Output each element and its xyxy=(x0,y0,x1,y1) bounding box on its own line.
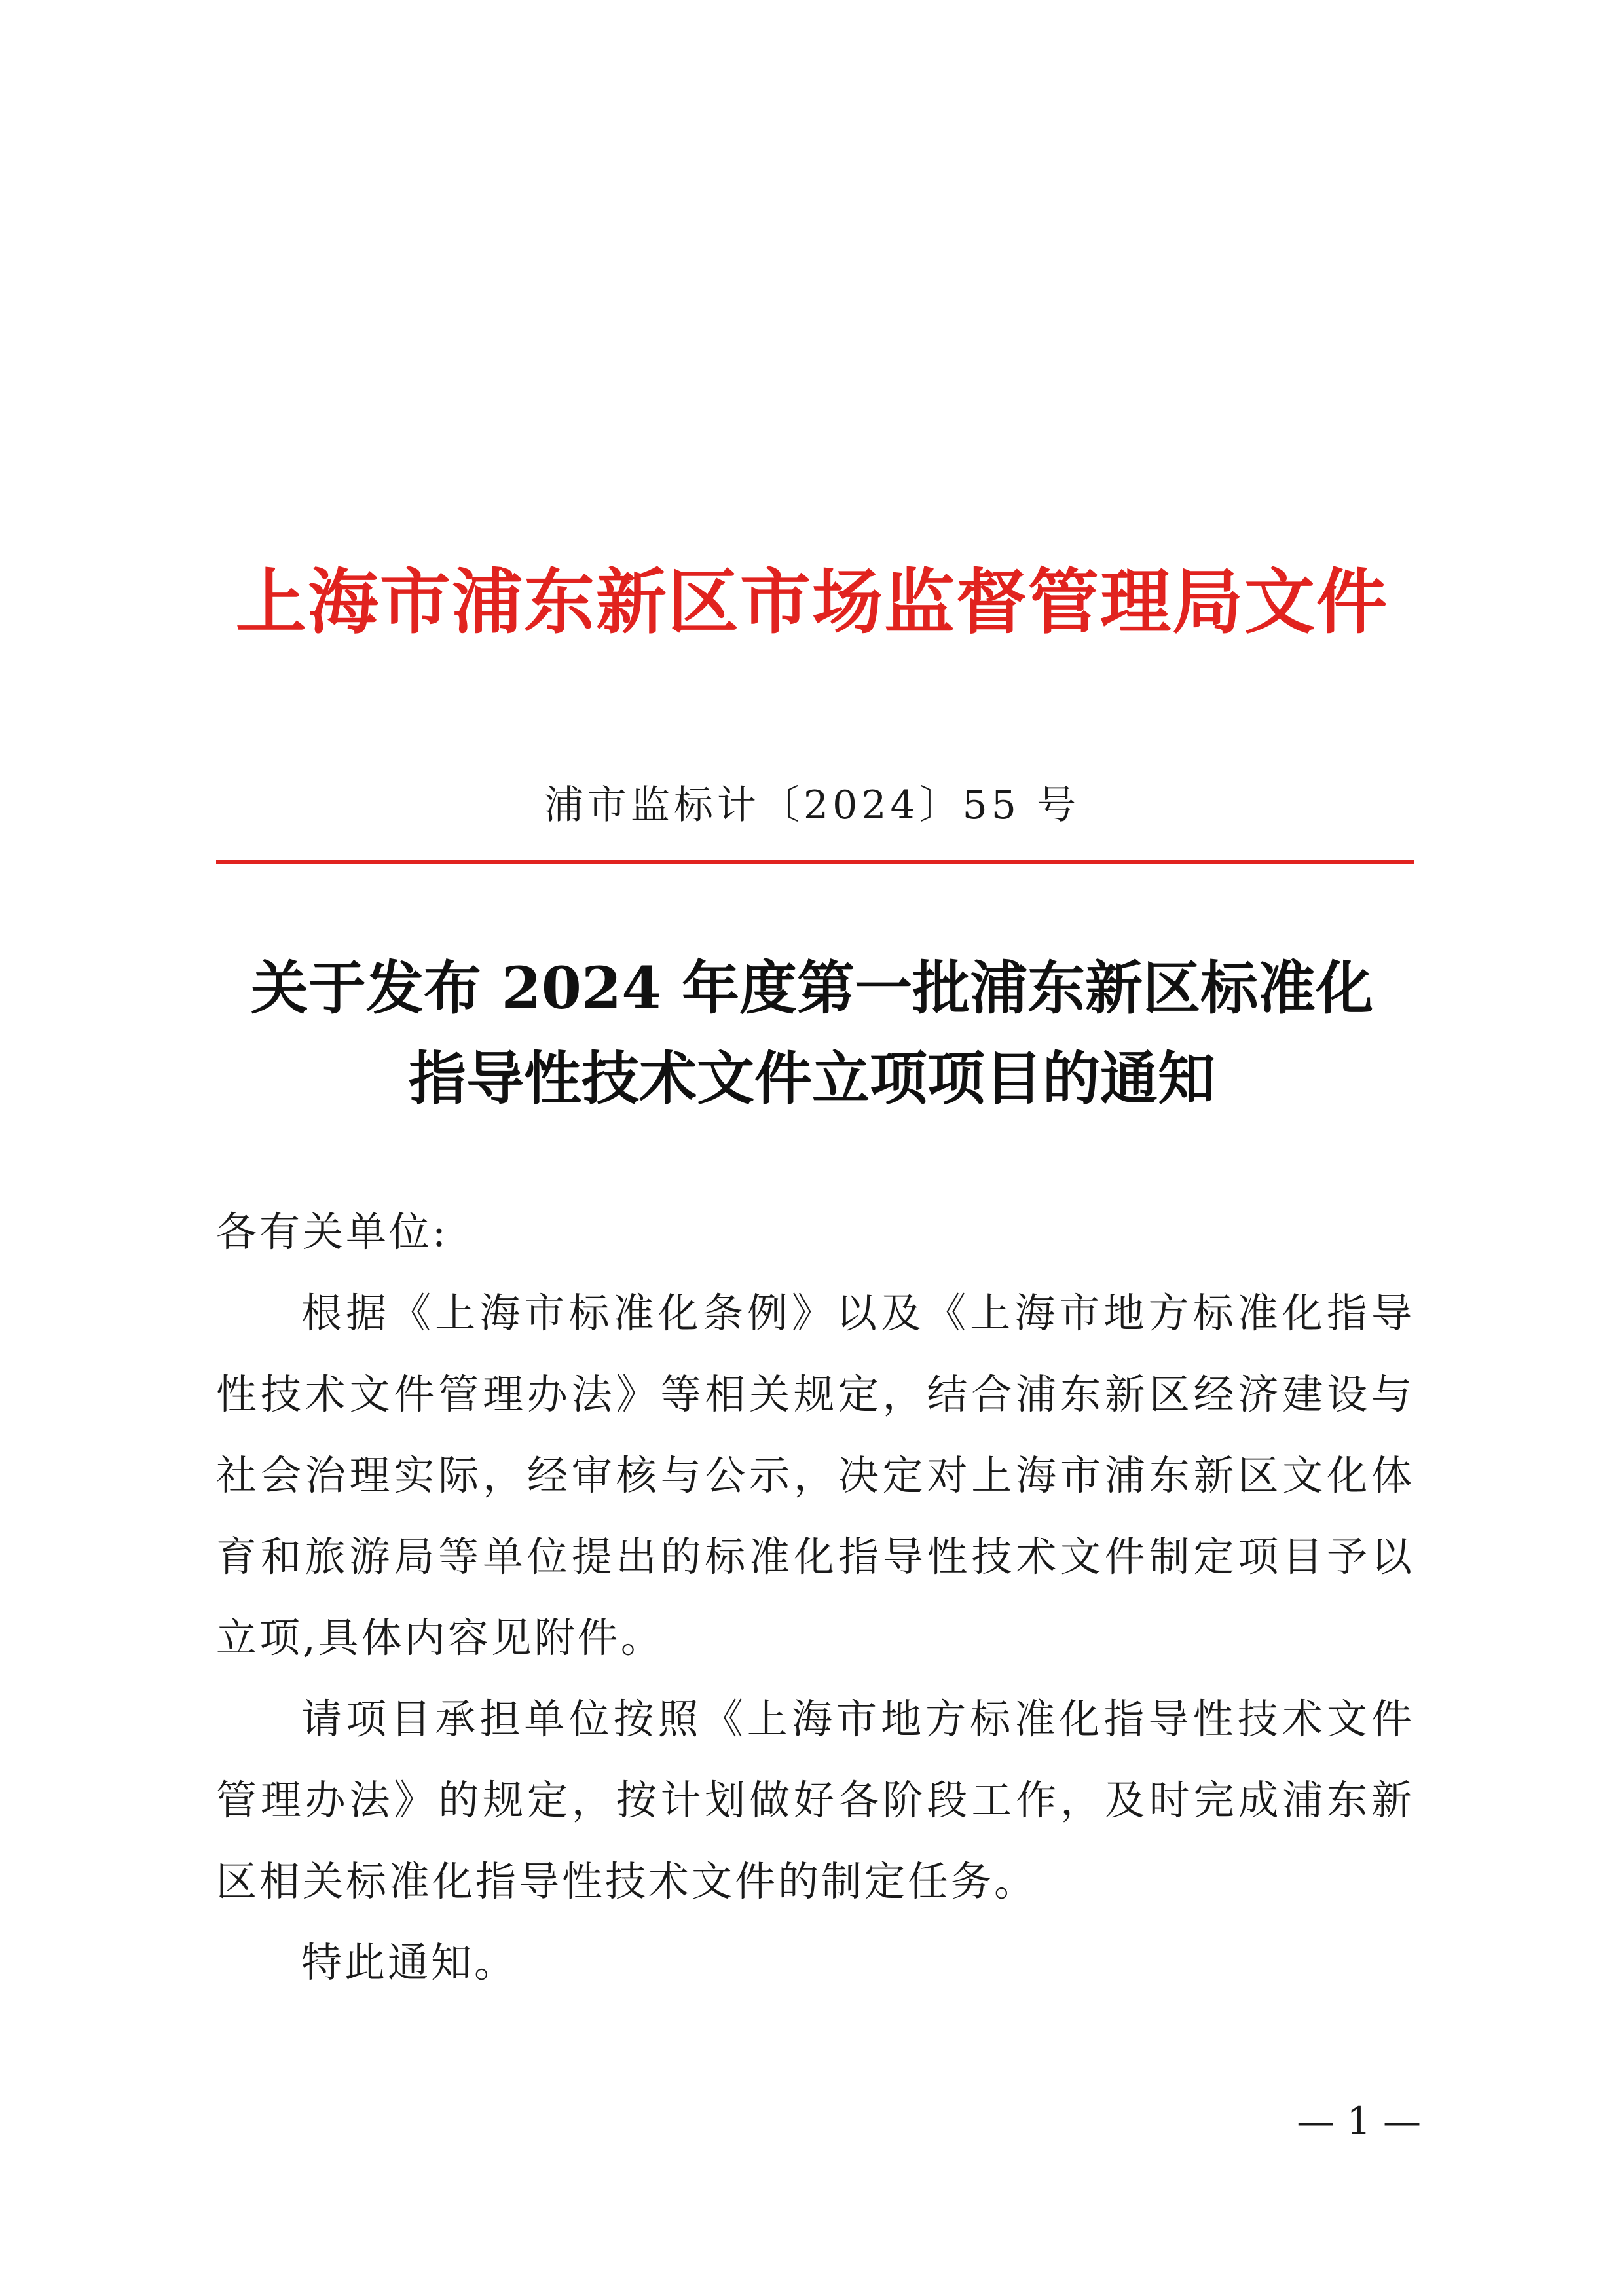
page-number: — 1 — xyxy=(1297,2099,1421,2143)
closing-line: 特此通知。 xyxy=(301,1939,518,1986)
red-divider xyxy=(216,860,1414,864)
body-paragraph: 根据《上海市标准化条例》以及《上海市地方标准化指导性技术文件管理办法》等相关规定，结合浦东新区经济建设与社会治理实际，经审核与公示，决定对上海市浦东新区文化体育和旅游局等单位提出的标准化指导性技术文件制定项目予以立项,具体内容见附件。 xyxy=(216,1289,1414,1662)
notice-title-line-2: 指导性技术文件立项项目的通知 xyxy=(408,1044,1215,1112)
notice-body xyxy=(216,1192,1414,2003)
salutation: 各有关单位: xyxy=(216,1208,449,1256)
document-number: 浦市监标计〔2024〕55 号 xyxy=(544,782,1080,828)
notice-title xyxy=(0,943,1624,1123)
body-paragraph: 请项目承担单位按照《上海市地方标准化指导性技术文件管理办法》的规定，按计划做好各阶段工作，及时完成浦东新区相关标准化指导性技术文件的制定任务。 xyxy=(216,1695,1414,1905)
issuer-title: 上海市浦东新区市场监督管理局文件 xyxy=(235,561,1388,644)
notice-title-line-1: 关于发布 2024 年度第一批浦东新区标准化 xyxy=(250,954,1374,1022)
